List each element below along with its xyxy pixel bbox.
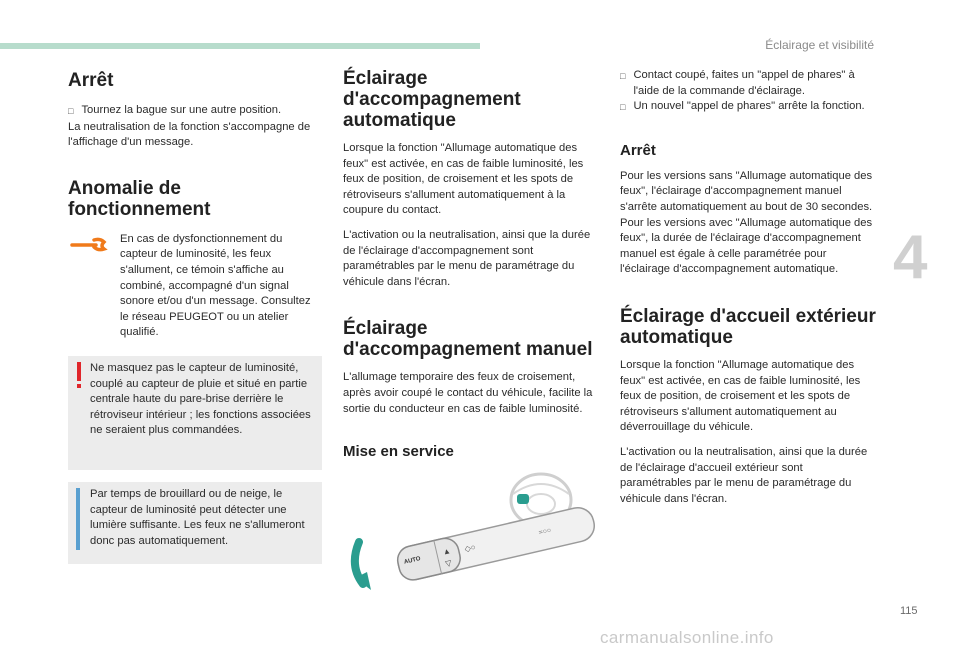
- column-3: [620, 68, 876, 507]
- col3-arret-p2: Pour les versions avec "Allumage automatique des feux", la durée de l'éclairage d'accompagnement manuel est égale à celle paramétrée pour l'éclairage d'accompagnement automatique.: [620, 216, 873, 276]
- watermark: carmanualsonline.info: [600, 628, 774, 647]
- col3-bullet-2-text: Un nouvel "appel de phares" arrête la fonction.: [633, 100, 865, 113]
- accueil-heading: Éclairage d'accueil extérieur automatique: [620, 305, 876, 348]
- info-icon: [76, 488, 80, 550]
- manuel-heading: Éclairage d'accompagnement manuel: [343, 318, 593, 361]
- column-2: [343, 68, 597, 460]
- bullet-icon: □: [620, 71, 626, 81]
- column-1: [68, 70, 322, 341]
- auto-heading: Éclairage d'accompagnement automatique: [343, 68, 521, 131]
- anomalie-text: En cas de dysfonctionnement du capteur de luminosité, les feux s'allument, ce témoin s'affiche au combiné, accompagné d'un signal sonore et/ou d'un message. Consultez le réseau PEUGEOT ou un atelier qualifié.: [120, 232, 311, 339]
- manuel-p1: L'allumage temporaire des feux de croisement, après avoir coupé le contact du véhicule, facilite la sortie du conducteur en cas de faible luminosité.: [343, 371, 593, 415]
- info-box: [68, 482, 322, 564]
- anomalie-block: [68, 232, 322, 341]
- auto-p2: L'activation ou la neutralisation, ainsi que la durée de l'éclairage d'accompagnement sont paramétrables par le menu de paramétrage du véhicule dans l'écran.: [343, 228, 591, 288]
- accueil-p1: Lorsque la fonction "Allumage automatique des feux" est activée, en cas de faible luminosité, les feux de position, de croisement et les spots de rétroviseurs s'allument automatiquement au déverrouillage du véhicule.: [620, 358, 861, 434]
- warning-text: Ne masquez pas le capteur de luminosité, couplé au capteur de pluie et situé en partie centrale haute du pare-brise derrière le rétroviseur intérieur ; les fonctions associées ne seraient plus commandées.: [90, 362, 311, 437]
- svg-text:▽: ▽: [444, 558, 453, 569]
- info-text: Par temps de brouillard ou de neige, le capteur de luminosité peut détecter une lumière suffisante. Les feux ne s'allumeront donc pas automatiquement.: [90, 488, 305, 547]
- arret-heading: Arrêt: [68, 70, 114, 91]
- anomalie-heading: Anomalie de fonctionnement: [68, 177, 211, 220]
- col3-arret-heading: Arrêt: [620, 141, 656, 159]
- lighting-stalk-illustration: [345, 470, 600, 605]
- arret-bullet-text: Tournez la bague sur une autre position.: [81, 104, 282, 116]
- bullet-icon: □: [620, 102, 626, 113]
- svg-text:▲: ▲: [441, 546, 452, 557]
- bullet-icon: □: [68, 106, 74, 116]
- section-title: Éclairage et visibilité: [765, 38, 874, 52]
- svg-text:◇○: ◇○: [463, 542, 477, 554]
- warning-icon: [75, 361, 83, 391]
- warning-box: [68, 356, 322, 470]
- chapter-number: 4: [893, 223, 928, 292]
- mise-heading: Mise en service: [343, 443, 454, 461]
- header-accent-bar: [0, 43, 480, 49]
- auto-p1: Lorsque la fonction "Allumage automatique des feux" est activée, en cas de faible luminosité, les feux de position, de croisement et les spots de rétroviseurs s'allument automatiquement à la coupure du contact.: [343, 142, 584, 217]
- col3-arret-p1: Pour les versions sans "Allumage automatique des feux", l'éclairage d'accompagnement manuel s'arrête automatiquement au bout de 30 secondes.: [620, 169, 873, 213]
- arret-bullet: [68, 103, 322, 120]
- svg-text:=○○: =○○: [538, 527, 552, 537]
- col3-bullet-1-text: Contact coupé, faites un "appel de phares" à l'aide de la commande d'éclairage.: [633, 69, 855, 97]
- auto-label: AUTO: [403, 556, 422, 566]
- arret-text: La neutralisation de la fonction s'accompagne de l'affichage d'un message.: [68, 120, 311, 149]
- wrench-icon: [70, 236, 110, 252]
- col3-bullet-2: [620, 99, 876, 116]
- accueil-p2: L'activation ou la neutralisation, ainsi que la durée de l'éclairage d'accueil extérieur sont paramétrables par le menu de paramétrage du véhicule dans l'écran.: [620, 445, 868, 505]
- page-number: 115: [900, 605, 918, 617]
- col3-bullet-1: [620, 68, 876, 99]
